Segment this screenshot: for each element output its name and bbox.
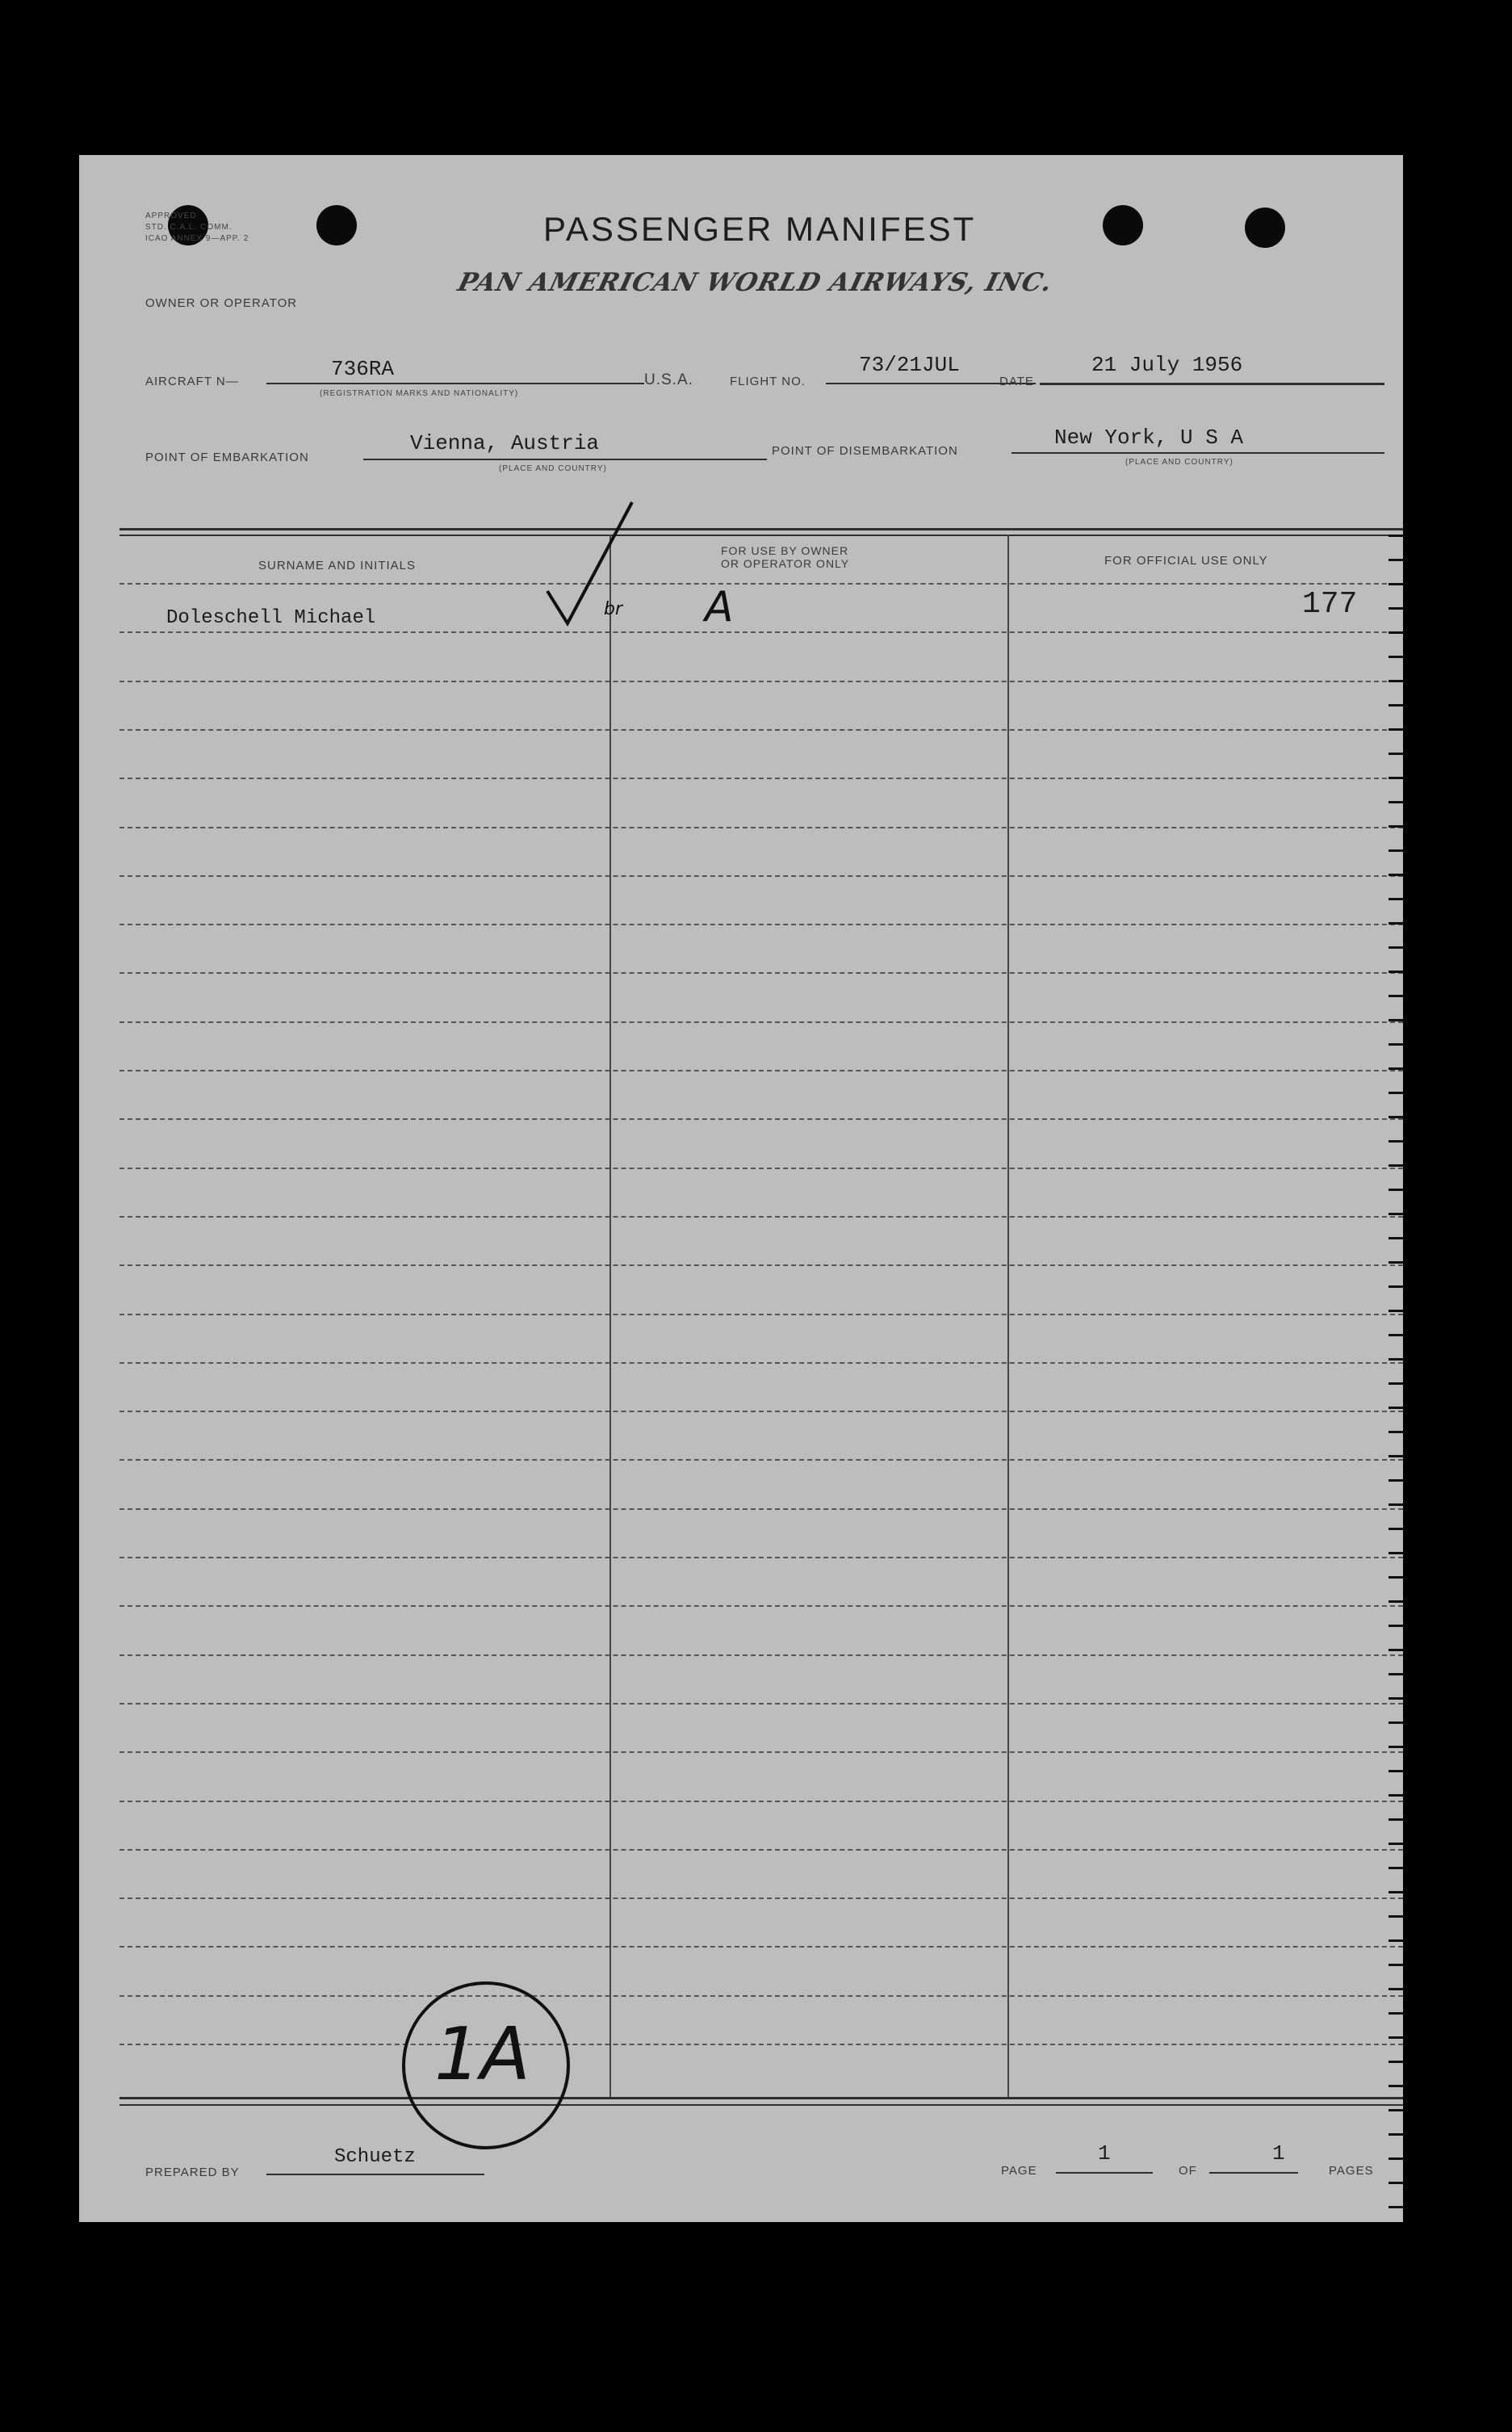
pages-label: PAGES xyxy=(1329,2164,1374,2178)
page-label: PAGE xyxy=(1001,2164,1037,2178)
edge-tick xyxy=(1388,1673,1403,1675)
embark-sub: (PLACE AND COUNTRY) xyxy=(499,464,607,473)
passenger-name: Doleschell Michael xyxy=(166,607,376,629)
row-rule xyxy=(119,1118,1403,1120)
edge-tick xyxy=(1388,704,1403,707)
row-rule xyxy=(119,1070,1403,1071)
edge-tick xyxy=(1388,1770,1403,1772)
edge-tick xyxy=(1388,1939,1403,1942)
edge-tick xyxy=(1388,1455,1403,1457)
edge-tick xyxy=(1388,2182,1403,2184)
manifest-sheet xyxy=(79,155,1403,2222)
aircraft-sub: (REGISTRATION MARKS AND NATIONALITY) xyxy=(320,389,519,398)
punch-hole xyxy=(1103,205,1143,245)
row-rule xyxy=(119,827,1403,828)
row-rule xyxy=(119,2044,1403,2045)
edge-tick xyxy=(1388,1649,1403,1651)
edge-tick xyxy=(1388,1382,1403,1385)
disembark-sub: (PLACE AND COUNTRY) xyxy=(1125,458,1233,467)
page-value: 1 xyxy=(1098,2141,1111,2166)
row-rule xyxy=(119,1557,1403,1558)
usa-label: U.S.A. xyxy=(644,371,693,388)
edge-tick xyxy=(1388,995,1403,997)
column-header-surname: SURNAME AND INITIALS xyxy=(258,559,417,572)
row-rule xyxy=(119,1946,1403,1948)
date-value: 21 July 1956 xyxy=(1091,353,1243,377)
edge-tick xyxy=(1388,801,1403,803)
row-rule xyxy=(119,631,1403,633)
edge-tick xyxy=(1388,1237,1403,1239)
page-underline xyxy=(1056,2172,1153,2174)
prepared-label: PREPARED BY xyxy=(145,2166,240,2179)
edge-tick xyxy=(1388,2061,1403,2063)
row-rule xyxy=(119,583,1403,585)
row-rule xyxy=(119,778,1403,779)
edge-tick xyxy=(1388,1988,1403,1990)
edge-tick xyxy=(1388,1407,1403,1409)
row-rule xyxy=(119,924,1403,925)
edge-tick xyxy=(1388,849,1403,852)
row-rule xyxy=(119,1605,1403,1607)
edge-tick xyxy=(1388,1625,1403,1627)
edge-tick xyxy=(1388,583,1403,585)
edge-tick xyxy=(1388,874,1403,876)
edge-tick xyxy=(1388,946,1403,949)
flight-value: 73/21JUL xyxy=(859,353,960,377)
edge-tick xyxy=(1388,1528,1403,1530)
edge-tick xyxy=(1388,1843,1403,1845)
row-rule xyxy=(119,1849,1403,1851)
edge-tick xyxy=(1388,1067,1403,1070)
row-rule xyxy=(119,1314,1403,1315)
edge-tick xyxy=(1388,1915,1403,1918)
icao-text: ICAO ANNEX 9—APP. 2 xyxy=(145,234,249,243)
date-label: DATE xyxy=(999,375,1034,388)
row-rule xyxy=(119,1897,1403,1899)
prepared-underline xyxy=(266,2174,484,2175)
edge-tick xyxy=(1388,2036,1403,2039)
column-header-owner-2: OR OPERATOR ONLY xyxy=(721,557,850,570)
of-value: 1 xyxy=(1272,2141,1285,2166)
date-underline xyxy=(1040,383,1384,385)
edge-tick xyxy=(1388,1479,1403,1482)
edge-tick xyxy=(1388,1019,1403,1021)
edge-tick xyxy=(1388,1600,1403,1603)
row-rule xyxy=(119,729,1403,731)
punch-hole xyxy=(316,205,357,245)
edge-tick xyxy=(1388,1721,1403,1724)
row-rule xyxy=(119,1021,1403,1023)
edge-tick xyxy=(1388,728,1403,731)
row-rule xyxy=(119,972,1403,974)
edge-tick xyxy=(1388,1794,1403,1797)
flight-label: FLIGHT NO. xyxy=(730,375,806,388)
edge-tick xyxy=(1388,1310,1403,1312)
row-rule xyxy=(119,1411,1403,1412)
disembark-underline xyxy=(1011,452,1384,454)
edge-tick xyxy=(1388,1697,1403,1700)
row-rule xyxy=(119,1995,1403,1997)
row-rule xyxy=(119,1168,1403,1169)
edge-tick xyxy=(1388,1503,1403,1506)
embark-label: POINT OF EMBARKATION xyxy=(145,451,309,464)
table-top-rule xyxy=(119,535,1403,536)
of-underline xyxy=(1209,2172,1298,2174)
edge-tick xyxy=(1388,2012,1403,2015)
edge-tick xyxy=(1388,2133,1403,2136)
edge-tick xyxy=(1388,1213,1403,1215)
check-note: br xyxy=(604,599,623,619)
edge-tick xyxy=(1388,1092,1403,1094)
aircraft-label: AIRCRAFT N— xyxy=(145,375,239,388)
prepared-value: Schuetz xyxy=(334,2146,416,2168)
edge-tick xyxy=(1388,2085,1403,2087)
embark-underline xyxy=(363,459,767,460)
row-rule xyxy=(119,1751,1403,1753)
disembark-label: POINT OF DISEMBARKATION xyxy=(772,444,958,458)
std-comm-text: STD. C.A.L. COMM. xyxy=(145,223,232,232)
edge-tick xyxy=(1388,1891,1403,1893)
aircraft-value: 736RA xyxy=(331,357,395,381)
column-header-owner-1: FOR USE BY OWNER xyxy=(721,544,849,557)
approved-text: APPROVED xyxy=(145,212,197,220)
edge-tick xyxy=(1388,1552,1403,1554)
row-rule xyxy=(119,1508,1403,1510)
check-mark-icon xyxy=(531,486,693,648)
edge-tick xyxy=(1388,971,1403,973)
row-rule xyxy=(119,1216,1403,1218)
edge-tick xyxy=(1388,1746,1403,1748)
edge-tick xyxy=(1388,1116,1403,1118)
column-header-official: FOR OFFICIAL USE ONLY xyxy=(1104,554,1268,568)
edge-tick xyxy=(1388,898,1403,900)
edge-tick xyxy=(1388,1358,1403,1361)
row-rule xyxy=(119,681,1403,682)
edge-tick xyxy=(1388,559,1403,561)
row-rule xyxy=(119,1459,1403,1461)
column-divider xyxy=(609,535,611,2097)
edge-tick xyxy=(1388,535,1403,537)
edge-tick xyxy=(1388,1140,1403,1143)
edge-tick xyxy=(1388,1164,1403,1167)
edge-tick xyxy=(1388,2206,1403,2208)
row-rule xyxy=(119,875,1403,877)
edge-tick xyxy=(1388,1189,1403,1191)
edge-tick xyxy=(1388,1964,1403,1966)
disembark-value: New York, U S A xyxy=(1054,426,1244,450)
edge-tick xyxy=(1388,922,1403,925)
edge-tick xyxy=(1388,1043,1403,1046)
edge-tick xyxy=(1388,777,1403,779)
row-rule xyxy=(119,1801,1403,1802)
edge-tick xyxy=(1388,753,1403,755)
edge-tick xyxy=(1388,2157,1403,2160)
aircraft-underline xyxy=(266,383,644,384)
edge-tick xyxy=(1388,656,1403,658)
owner-mark: A xyxy=(705,583,734,631)
edge-tick xyxy=(1388,1334,1403,1336)
row-rule xyxy=(119,1703,1403,1704)
embark-value: Vienna, Austria xyxy=(410,431,600,455)
punch-hole xyxy=(1245,208,1285,248)
edge-tick xyxy=(1388,2109,1403,2111)
row-rule xyxy=(119,1362,1403,1364)
edge-tick xyxy=(1388,1261,1403,1264)
edge-tick xyxy=(1388,1285,1403,1288)
table-top-rule xyxy=(119,528,1403,530)
official-mark: 177 xyxy=(1302,587,1358,622)
edge-tick xyxy=(1388,1867,1403,1869)
of-label: OF xyxy=(1179,2164,1197,2178)
edge-tick xyxy=(1388,825,1403,828)
page-title: PASSENGER MANIFEST xyxy=(543,210,977,248)
edge-tick xyxy=(1388,680,1403,682)
row-rule xyxy=(119,1654,1403,1656)
edge-tick xyxy=(1388,607,1403,610)
edge-tick xyxy=(1388,1431,1403,1433)
edge-tick xyxy=(1388,631,1403,634)
table-bottom-rule xyxy=(119,2104,1403,2106)
row-rule xyxy=(119,1264,1403,1266)
column-divider xyxy=(1007,535,1009,2097)
table-bottom-rule xyxy=(119,2097,1403,2099)
edge-tick xyxy=(1388,1576,1403,1579)
circled-text: 1A xyxy=(434,2012,530,2097)
company-name: PAN AMERICAN WORLD AIRWAYS, INC. xyxy=(454,268,1056,297)
edge-tick xyxy=(1388,1818,1403,1821)
owner-label: OWNER OR OPERATOR xyxy=(145,296,298,310)
